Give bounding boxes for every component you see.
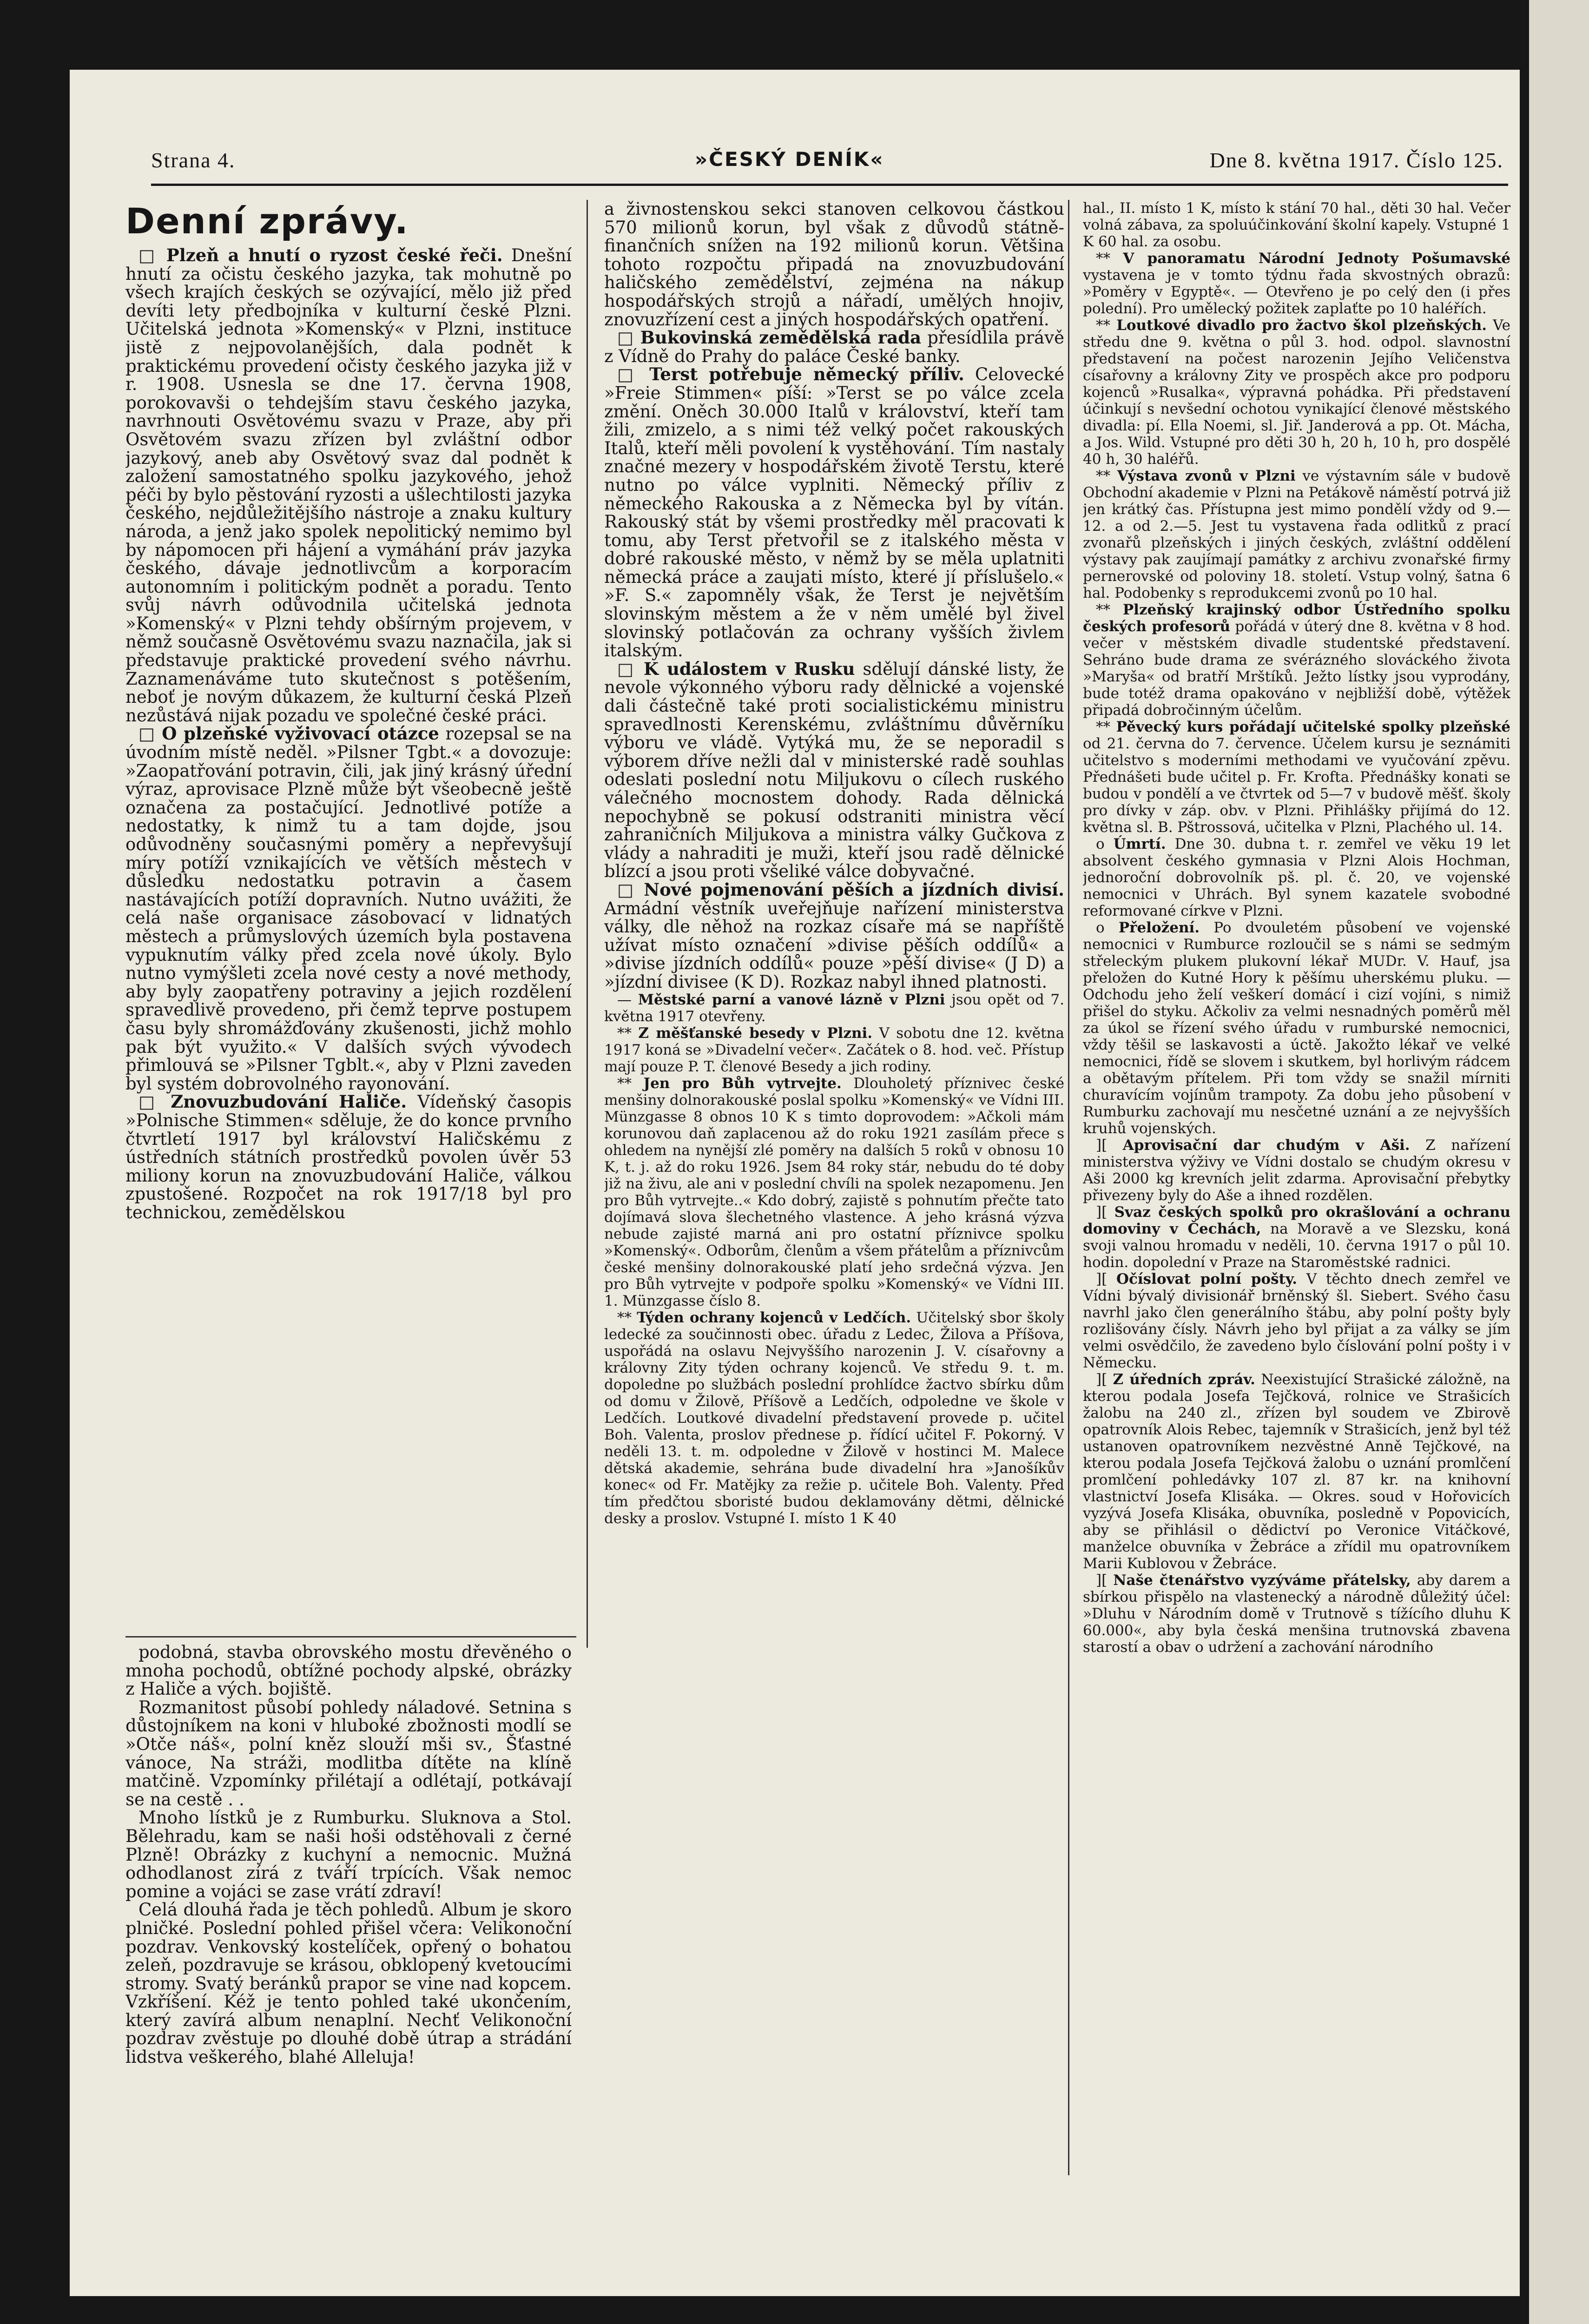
- article-panorama: ** V panoramatu Národní Jednoty Pošumavské vystavena je v tomto týdnu řada skvostných obrazů: »Poměry v Egyptě«. — Otevřeno je po celý den (i přes polední). Pro umělecký požitek zaplaťte po 10 haléřích.: [1083, 250, 1510, 317]
- headline: Pěvecký kurs pořádají učitelské spolky plzeňské: [1116, 719, 1510, 735]
- article-bukovinska-rada: □ Bukovinská zemědělská rada přesídlila právě z Vídně do Prahy do paláce České banky.: [604, 327, 1064, 366]
- column-1-feuilleton: [125, 1643, 572, 2192]
- article-text: rozepsal se na úvodním místě neděl. »Pilsner Tgbt.« a dovozuje: »Zaopatřování potravin, čili, jak jiný krásný úřední výraz, aprovisace Plzně může být všeobecně ještě označena za postačující. Jednotlivé potíže a nedostatky, k nimž tu a tam dojde, jsou odůvodněny současnými poměry a nepřevyšují míry potíží vznikajících ve větších městech v důsledku nedostatku potravin a časem nastávajících potíží dopravních. Nutno uvážiti, že celá naše organisace zásobovací v lidnatých městech a průmyslových územích byla postavena vypuknutím války před zcela nové úkoly. Bylo nutno vymýšleti zcela nové cesty a nové methody, aby byly zaopatřeny potraviny a jejich rozdělení spravedlivě provedeno, při čemž teprve postupem času byly shromážďovány zkušenosti, jichž mohlo pak být využito.« V dalších svých vývodech přimlouvá se »Pilsner Tgblt.«, aby v Plzni zaveden byl systém dobrovolného rayonování.: [125, 724, 572, 1094]
- article-text: Celovecké »Freie Stimmen« píší: »Terst se po válce zcela změní. Oněch 30.000 Italů v království, kteří tam žili, zmizelo, a s nimi též velký počet rakouských Italů, kteří měli povolení k vystěhování. Tím nastaly značné mezery v hospodářském životě Terstu, které nutno po válce vyplniti. Německý příliv z německého Rakouska a z Německa byl by vítán. Rakouský stát by všemi prostředky měl pracovati k tomu, aby Terst přetvořil se z italského města v dobré rakouské město, v němž by se měla uplatniti německá práce a zaujati místo, které jí příslušelo.« »F. S.« zapomněly však, že Terst je největším slovinským městem a že v něm umělé byl živel slovinský potlačován za ochrany vyšších živlem italským.: [604, 364, 1064, 661]
- article-mestanska-beseda: ** Z měšťanské besedy v Plzni. V sobotu dne 12. května 1917 koná se »Divadelní večer«. Začátek o 8. hod. več. Přístup mají pouze P. T. členové Besedy a jich rodiny.: [604, 1024, 1064, 1075]
- article-vyzivovaci-otazka: □ O plzeňské vyživovací otázce rozepsal se na úvodním místě neděl. »Pilsner Tgbt.« a dovozuje: »Zaopatřování potravin, čili, jak jiný krásný úřední výraz, aprovisace Plzně může být všeobecně ještě označena za postačující. Jednotlivé potíže a nedostatky, k nimž tu a tam dojde, jsou odůvodněny současnými poměry a nepřevyšují míry potíží vznikajících ve větších městech v důsledku nedostatku potravin a časem nastávajících potíží dopravních. Nutno uvážiti, že celá naše organisace zásobovací v lidnatých městech a průmyslových územích byla postavena vypuknutím války před zcela nové úkoly. Bylo nutno vymýšleti zcela nové cesty a nové methody, aby byly zaopatřeny potraviny a jejich rozdělení spravedlivě provedeno, při čemž teprve postupem času byly shromážďovány zkušenosti, jichž mohlo pak být využito.« V dalších svých vývodech přimlouvá se »Pilsner Tgblt.«, aby v Plzni zaveden byl systém dobrovolného rayonování.: [125, 723, 572, 1094]
- article-umrti: o Úmrtí. Dne 30. dubna t. r. zemřel ve věku 19 let absolvent českého gymnasia v Plzni Alois Hochman, jednoroční dobrovolník pš. pl. č. 20, ve vojenské nemocnici v Uhrách. Byl synem kazatele svobodné reformované církve v Plzni.: [1083, 836, 1510, 919]
- article-plzen-ryzost: □ Plzeň a hnutí o ryzost české řeči. Dnešní hnutí za očistu českého jazyka, tak mohutně po všech krajích českých se ozývající, mělo již před devíti lety předbojníka v kulturní české Plzni. Učitelská jednota »Komenský« v Plzni, instituce jistě z nejpovolanějších, dala podnět k praktickému provedení očisty českého jazyka již v r. 1908. Usnesla se dne 17. června 1908, porokovavši o tehdejším stavu českého jazyka, navrhnouti Osvětovému svazu v Praze, aby při Osvětovém svazu zřízen byl zvláštní odbor jazykový, aneb aby Osvětový svaz dal podnět k založení samostatného spolku jazykového, jehož péči by bylo pěstování ryzosti a ušlechtilosti jazyka českého, nejdůležitějšího nástroje a znaku kultury národa, a jenž jako spolek nepolitický nemimo byl by nápomocen při hájení a vymáhání práv jazyka českého, dávaje jednotlivcům a korporacím autonomním i politickým podnět a poradu. Tento svůj návrh odůvodnila učitelská jednota »Komenský« v Plzni tehdy obšírným projevem, v němž současně Osvětovému svazu naznačila, jak si představuje praktické provedení svého návrhu. Zaznamenáváme tuto skutečnost s potěšením, neboť je novým důkazem, že kulturní česká Plzeň nezůstává nijak pozadu ve společné české práci.: [125, 245, 572, 726]
- headline: Plzeň a hnutí o ryzost české řeči.: [166, 245, 503, 265]
- article-text: na Moravě a ve Slezsku, koná svoji valnou hromadu v neděli, 10. června 1917 o půl 10. hodin. dopolední v Praze na Staroměstské radnici.: [1083, 1221, 1510, 1271]
- article-text: Ve středu dne 9. května o půl 3. hod. odpol. slavnostní představení na počest narozenin Jejího Veličenstva císařovny a královny Zity ve prospěch akce pro podporu kojenců »Rusalka«, výpravná pohádka. Při představení účinkují s nevšední ochotou vynikající členové městského divadla: pí. Ella Noemi, sl. Jiř. Janderová a pp. Ot. Mácha, a Jos. Wild. Vstupné pro děti 30 h, 20 h, 10 h, pro dospělé 40 h, 30 haléřů.: [1083, 317, 1510, 468]
- article-lazne: — Městské parní a vanové lázně v Plzni jsou opět od 7. května 1917 otevřeny.: [604, 991, 1064, 1025]
- headline: O plzeňské vyživovací otázce: [162, 723, 439, 744]
- article-text: přesídlila právě z Vídně do Prahy do paláce České banky.: [604, 328, 1064, 366]
- section-title: Denní zprávy.: [125, 200, 409, 242]
- headline: Z měšťanské besedy v Plzni.: [638, 1024, 873, 1042]
- article-text: Po dvouletém působení ve vojenské nemocnici v Rumburce rozloučil se s námi se sedmým střeleckým plukem plukovní lékař MUDr. V. Hauf, jsa přeložen do Kutné Hory k pěšímu uherskému pluku. — Odchodu jeho želí veškerí domácí i cizí vojíni, s nimiž přišel do styku. Ačkoliv za velmi nesnadných poměrů měl za úkol se řízení svého úřadu v rumburské nemocnici, vždy těšil se laskavosti a úctě. Jakožto lékař ve velké nemocnici, řídě se slovem i skutkem, byl horlivým rádcem a obětavým přítelem. Při tom vždy se snažil mírniti churavícím vojínům trampoty. Za dobu jeho působení v Rumburku zachovají mu nesčetné uznání a ze nejvyšších kruhů vojenských.: [1083, 919, 1510, 1137]
- article-svaz-okraslovani: ][ Svaz českých spolků pro okrašlování a ochranu domoviny v Čechách, na Moravě a ve Slezsku, koná svoji valnou hromadu v neděli, 10. června 1917 o půl 10. hodin. dopolední v Praze na Staroměstské radnici.: [1083, 1204, 1510, 1271]
- article-text: Dne 30. dubna t. r. zemřel ve věku 19 let absolvent českého gymnasia v Plzni Alois Hochman, jednoroční dobrovolník pš. pl. č. 20, ve vojenské nemocnici v Uhrách. Byl synem kazatele svobodné reformované církve v Plzni.: [1083, 836, 1510, 919]
- article-tyden-kojencu: ** Týden ochrany kojenců v Ledčích. Učitelský sbor školy ledecké za součinnosti obec. úřadu z Ledec, Žilova a Příšova, uspořádá na oslavu Nejvyššího narozenin J. V. císařovny a královny Zity týden ochrany kojenců. Ve středu 9. t. m. dopoledne po službách poslední prohlídce žactvo sbírku dům od domu v Žilově, Příšově a Ledčích, odpoledne ve škole v Ledčích. Loutkové divadelní představení provede p. učitel Boh. Valenta, proslov přednese p. řídící učitel F. Pokorný. V neděli 13. t. m. odpoledne v Žilově v hostinci M. Malece dětská akademie, sehrána bude divadelní hra »Janošíkův konec« od Fr. Matějky za režie p. učitele Boh. Valenty. Před tím předčtou sboristé budou deklamovány dětmi, dělnické desky a proslov. Vstupné I. místo 1 K 40: [604, 1309, 1064, 1527]
- article-jen-pro-buh: ** Jen pro Bůh vytrvejte. Dlouholetý příznivec české menšiny dolnorakouské poslal spolku »Komenský« ve Vídni III. Münzgasse 8 obnos 10 K s timto doprovodem: »Ačkoli mám korunovou daň zaplacenou až do roku 1921 zasílám přece s ohledem na nynější zlé poměry na dalších 5 roků v obnosu 10 K, t. j. až do roku 1926. Jsem 84 roky stár, nebudu do té doby již na živu, ale ani v poslední chvíli na spolek nezapomenu. Jen pro Bůh vytrvejte..« Kdo dobrý, zajistě s pohnutím přečte tato dojímavá slova šlechetného vlastence. A jeho krásná výzva nebude zajisté marná ani pro ostatní příznivce spolku »Komenský«. Odborům, členům a všem přátelům a příznivcům české menšiny dolnorakouské platí jeho srdečná výzva. Jen pro Bůh vytrvejte v podpoře spolku »Komenský« ve Vídni III. 1. Münzgasse číslo 8.: [604, 1075, 1064, 1309]
- article-terst: □ Terst potřebuje německý příliv. Celovecké »Freie Stimmen« píší: »Terst se po válce zcela změní. Oněch 30.000 Italů v království, kteří tam žili, zmizelo, a s nimi též velký počet rakouských Italů, kteří měli povolení k vystěhování. Tím nastaly značné mezery v hospodářském životě Terstu, které nutno po válce vyplniti. Německý příliv z německého Rakouska a z Německa byl by vítán. Rakouský stát by všemi prostředky měl pracovati k tomu, aby Terst přetvořil se z italského města v dobré rakouské město, v němž by se měla uplatniti německá práce a zaujati místo, které jí příslušelo.« »F. S.« zapomněly však, že Terst je největším slovinským městem a že v něm umělé byl živel slovinský potlačován za ochrany vyšších živlem italským.: [604, 364, 1064, 661]
- article-text: Z nařízení ministerstva výživy ve Vídni dostalo se chudým okresu v Aši 2000 kg krevních jelit zdarma. Aprovisační přebytky přivezeny byly do Aše a ihned rozdělen.: [1083, 1137, 1510, 1204]
- headline: Znovuzbudování Haliče.: [171, 1091, 407, 1112]
- page-number: Strana 4.: [151, 148, 236, 172]
- article-uredni-zpravy: ][ Z úředních zpráv. Neexistující Strašické záložně, na kterou podala Josefa Tejčková, rolnice ve Strašicích žalobu na 240 zl., zřízen byl soudem ve Zbirově opatrovník Alois Rebec, tajemník v Strašicích, jenž byl též ustanoven opatrovníkem nezvěstné Anně Tejčkové, na kterou podala Josefa Tejčková žalobu o uznání promlčení promlčení pohledávky 107 zl. 87 kr. na knihovní vlastnictví Josefa Klisáka. — Okres. soud v Hořovicích vyzývá Josefa Klisáka, obuvníka, posledně v Popovicích, aby se přihlásil o dědictví po Veronice Vitáčkové, manželce obuvníka v Žebráce a zřídil mu opatrovníkem Marii Kublovou v Žebráce.: [1083, 1371, 1510, 1572]
- article-vystava-zvonu: ** Výstava zvonů v Plzni ve výstavním sále v budově Obchodní akademie v Plzni na Petákově náměstí potrvá již jen krátký čas. Přístupna jest mimo pondělí vždy od 9.—12. a od 2.—5. Jest tu vystavena řada odlitků z prací zvonařů plzeňských i jiných českých, zvláštní oddělení výstavy pak zaujímají památky z archivu zvonařské firmy pernerovské od poloviny 18. století. Vstup volný, šatna 6 hal. Podobenky s reprodukcemi zvonů po 10 hal.: [1083, 468, 1510, 601]
- paragraph: Celá dlouhá řada je těch pohledů. Album je skoro plničké. Poslední pohled přišel včera: Velikonoční pozdrav. Venkovský kostelíček, opřený o bohatou zeleň, pozdravuje se krásou, obklopený kvetoucími stromy. Svatý beránků prapor se vine nad kopcem. Vzkříšení. Kéž je tento pohled také ukončením, který zavírá album nenaplní. Nechť Velikonoční pozdrav zvěstuje po dlouhé době útrap a strádání lidstva veškerého, blahé Alleluja!: [125, 1900, 572, 2067]
- paragraph: a živnostenskou sekci stanoven celkovou částkou 570 milionů korun, byl však z důvodů státně-finančních snížen na 192 milionů korun. Většina tohoto rozpočtu připadá na znovuzbudování haličského zemědělství, zejména na nákup hospodářských strojů a nářadí, umělých hnojiv, znovuzřízení cest a jiných hospodářských opatření.: [604, 200, 1064, 330]
- article-divise: □ Nové pojmenování pěších a jízdních divisí. Armádní věstník uveřejňuje nařízení ministerstva války, dle něhož na rozkaz císaře má se napříště užívat místo označení »divise pěších oddílů« a »divise jízdních oddílů« pouze »pěší divise« (J D) a »jízdní divisee (K D). Rozkaz nabyl ihned platnosti.: [604, 879, 1064, 992]
- issue-date: Dne 8. května 1917. Číslo 125.: [1209, 148, 1503, 172]
- article-text: vystavena je v tomto týdnu řada skvostných obrazů: »Poměry v Egyptě«. — Otevřeno je po celý den (i přes polední). Pro umělecký požitek zaplaťte po 10 haléřích.: [1083, 267, 1510, 317]
- headline: Z úředních zpráv.: [1113, 1371, 1255, 1388]
- article-text: jsou opět od 7. května 1917 otevřeny.: [604, 991, 1064, 1025]
- article-znovuzbudovani-halice: □ Znovuzbudování Haliče. Vídeňský časopis »Polnische Stimmen« sděluje, že do konce prvního čtvrtletí 1917 byl království Haličskému z ústředních státních prostředků povolen úvěr 53 miliony korun na znovuzbudování Haliče, válkou zpustošené. Rozpočet na rok 1917/18 byl pro technickou, zemědělskou: [125, 1091, 572, 1222]
- column-rule-1: [587, 200, 588, 1648]
- headline: Bukovinská zemědělská rada: [640, 327, 922, 348]
- article-cislovani-posty: ][ Očíslovat polní pošty. V těchto dnech zemřel ve Vídni bývalý divisionář brněnský šl. Siebert. Svého času navrhl jako člen generálního štábu, aby polní pošty byly rozlišovány čísly. Návrh jeho byl přijat a za války se jím velmi osvědčilo, že zavedeno bylo číslování polní pošty i v Německu.: [1083, 1271, 1510, 1371]
- masthead: »ČESKÝ DENÍK«: [695, 148, 884, 171]
- article-text: Dnešní hnutí za očistu českého jazyka, tak mohutně po všech krajích českých se ozývající, mělo již před devíti lety předbojníka v kulturní české Plzni. Učitelská jednota »Komenský« v Plzni, instituce jistě z nejpovolanějších, dala podnět k praktickému provedení očisty českého jazyka již v r. 1908. Usnesla se dne 17. června 1908, porokovavši o tehdejším stavu českého jazyka, navrhnouti Osvětovému svazu v Praze, aby při Osvětovém svazu zřízen byl zvláštní odbor jazykový, aneb aby Osvětový svaz dal podnět k založení samostatného spolku jazykového, jehož péči by bylo pěstování ryzosti a ušlechtilosti jazyka českého, nejdůležitějšího nástroje a znaku kultury národa, a jenž jako spolek nepolitický nemimo byl by nápomocen při hájení a vymáhání práv jazyka českého, dávaje jednotlivcům a korporacím autonomním i politickým podnět a poradu. Tento svůj návrh odůvodnila učitelská jednota »Komenský« v Plzni tehdy obšírným projevem, v němž současně Osvětovému svazu naznačila, jak si představuje praktické provedení svého návrhu. Zaznamenáváme tuto skutečnost s potěšením, neboť je novým důkazem, že kulturní česká Plzeň nezůstává nijak pozadu ve společné české práci.: [125, 245, 572, 726]
- article-ctenarstvo: ][ Naše čtenářstvo vyzýváme přátelsky, aby darem a sbírkou přispělo na vlastenecký a národně důležitý účel: »Dluhu v Národním domě v Trutnově s tížícího dluhu K 60.000«, aby byla česká menšina trutnovská zbavena starostí a obav o udržení a zachování národního: [1083, 1572, 1510, 1656]
- headline: Očíslovat polní pošty.: [1116, 1271, 1298, 1287]
- headline: Aprovisační dar chudým v Aši.: [1122, 1137, 1410, 1154]
- headline: Výstava zvonů v Plzni: [1117, 468, 1296, 484]
- column-rule-2: [1068, 200, 1069, 2175]
- article-text: ve výstavním sále v budově Obchodní akademie v Plzni na Petákově náměstí potrvá již jen krátký čas. Přístupna jest mimo pondělí vždy od 9.—12. a od 2.—5. Jest tu vystavena řada odlitků z prací zvonařů plzeňských i jiných českých, zvláštní oddělení výstavy pak zaujímají památky z archivu zvonařské firmy pernerovské od poloviny 18. století. Vstup volný, šatna 6 hal. Podobenky s reprodukcemi zvonů po 10 hal.: [1083, 468, 1510, 601]
- headline: K událostem v Rusku: [643, 658, 855, 679]
- header-rule: [151, 184, 1508, 186]
- headline: Týden ochrany kojenců v Ledčích.: [637, 1309, 911, 1326]
- article-text: Dlouholetý příznivec české menšiny dolnorakouské poslal spolku »Komenský« ve Vídni III. Münzgasse 8 obnos 10 K s timto doprovodem: »Ačkoli mám korunovou daň zaplacenou až do roku 1921 zasílám přece s ohledem na nynější zlé poměry na dalších 5 roků v obnosu 10 K, t. j. až do roku 1926. Jsem 84 roky stár, nebudu do té doby již na živu, ale ani v poslední chvíli na spolek nezapomenu. Jen pro Bůh vytrvejte..« Kdo dobrý, zajistě s pohnutím přečte tato dojímavá slova šlechetného vlastence. A jeho krásná výzva nebude zajisté marná ani pro ostatní příznivce spolku »Komenský«. Odborům, členům a všem přátelům a příznivcům české menšiny dolnorakouské platí jeho srdečná výzva. Jen pro Bůh vytrvejte v podpoře spolku »Komenský« ve Vídni III. 1. Münzgasse číslo 8.: [604, 1075, 1064, 1309]
- paragraph: Mnoho lístků je z Rumburku. Sluknova a Stol. Bělehradu, kam se naši hoši odstěhovali z černé Plzně! Obrázky z kuchyní a nemocnic. Mužná odhodlanost zírá z tváří trpících. Však nemoc pomine a vojáci se zase vrátí zdraví!: [125, 1808, 572, 1901]
- headline: Přeložení.: [1118, 919, 1200, 936]
- paragraph: podobná, stavba obrovského mostu dřevěného o mnoha pochodů, obtížné pochody alpské, obrázky z Haliče a vých. bojiště.: [125, 1643, 572, 1699]
- headline: Nové pojmenování pěších a jízdních divisí.: [644, 879, 1064, 900]
- headline: V panoramatu Národní Jednoty Pošumavské: [1123, 250, 1510, 267]
- article-prelozeni: o Přeložení. Po dvouletém působení ve vojenské nemocnici v Rumburce rozloučil se s námi se sedmým střeleckým plukem plukovní lékař MUDr. V. Hauf, jsa přeložen do Kutné Hory k pěšímu uherskému pluku. — Odchodu jeho želí veškerí domácí i cizí vojíni, s nimiž přišel do styku. Ačkoliv za velmi nesnadných poměrů měl za úkol se řízení svého úřadu v rumburské nemocnici, vždy těšil se laskavosti a úctě. Jakožto lékař ve velké nemocnici, řídě se slovem i skutkem, byl horlivým rádcem a obětavým přítelem. Při tom vždy se snažil mírniti churavícím vojínům trampoty. Za dobu jeho působení v Rumburku zachovají mu nesčetné uznání a ze nejvyšších kruhů vojenských.: [1083, 919, 1510, 1137]
- facing-page-edge: [1529, 0, 1589, 2324]
- column-3: [1083, 200, 1510, 2171]
- article-pevecky-kurs: ** Pěvecký kurs pořádají učitelské spolky plzeňské od 21. června do 7. července. Účelem kursu je seznámiti učitelstvo s moderními methodami ve vyučování zpěvu. Přednášeti bude učitel p. Fr. Krofta. Přednášky konati se budou v pondělí a ve čtvrtek od 5—7 v budově měšť. školy pro dívky v záp. obv. v Plzni. Přihlášky přijímá do 12. května sl. B. Pštrossová, učitelka v Plzni, Plachého ul. 14.: [1083, 719, 1510, 836]
- headline: Jen pro Bůh vytrvejte.: [643, 1075, 842, 1092]
- article-text: sdělují dánské listy, že nevole výkonného výboru rady dělnické a vojenské dali částečně také proti socialistickému ministru spravedlnosti Kerenskému, zvláštnímu důvěrníku výboru ve vládě. Vytýká mu, že se neporadil s výborem dříve nežli dal v ministerské radě souhlas odeslati poslední notu Miljukovu o cílech ruského válečného mocnostem dohody. Rada dělnická nepochybně se pokusí odstraniti ministra věcí zahraničních Miljukova a ministra války Gučkova z vlády a nahraditi je muži, kteří jsou radě dělnické blízcí a jsou proti všeliké válce dobyvačné.: [604, 659, 1064, 882]
- headline: Úmrtí.: [1113, 836, 1166, 852]
- article-text: V těchto dnech zemřel ve Vídni bývalý divisionář brněnský šl. Siebert. Svého času navrhl jako člen generálního štábu, aby polní pošty byly rozlišovány čísly. Návrh jeho byl přijat a za války se jím velmi osvědčilo, že zavedeno bylo číslování polní pošty i v Německu.: [1083, 1271, 1510, 1371]
- article-text: od 21. června do 7. července. Účelem kursu je seznámiti učitelstvo s moderními methodami ve vyučování zpěvu. Přednášeti bude učitel p. Fr. Krofta. Přednášky konati se budou v pondělí a ve čtvrtek od 5—7 v budově měšť. školy pro dívky v záp. obv. v Plzni. Přihlášky přijímá do 12. května sl. B. Pštrossová, učitelka v Plzni, Plachého ul. 14.: [1083, 735, 1510, 836]
- article-text: Armádní věstník uveřejňuje nařízení ministerstva války, dle něhož na rozkaz císaře má se napříště užívat místo označení »divise pěších oddílů« a »divise jízdních oddílů« pouze »pěší divise« (J D) a »jízdní divisee (K D). Rozkaz nabyl ihned platnosti.: [604, 898, 1064, 992]
- column-1-separator: [125, 1636, 576, 1637]
- article-text: V sobotu dne 12. května 1917 koná se »Divadelní večer«. Začátek o 8. hod. več. Přístup mají pouze P. T. členové Besedy a jich rodiny.: [604, 1024, 1064, 1075]
- headline: Plzeňský krajinský odbor Ústředního spolku českých profesorů: [1083, 601, 1510, 635]
- paragraph: Rozmanitost působí pohledy náladové. Setnina s důstojníkem na koni v hluboké zbožnosti modlí se »Otče náš«, polní kněz slouží mši sv., Šťastné vánoce, Na stráži, modlitba dítěte na klíně matčině. Vzpomínky přilétají a odlétají, potkávají se na cestě . .: [125, 1697, 572, 1809]
- article-text: pořádá v úterý dne 8. května v 8 hod. večer v městském divadle studentské představení. Sehráno bude drama ze svérázného slováckého života »Maryša« od bratří Mrštíků. Ježto lístky jsou vyprodány, bude totéž drama opakováno v nejbližší době, výtěžek připadá dobročinným účelům.: [1083, 618, 1510, 719]
- article-text: Učitelský sbor školy ledecké za součinnosti obec. úřadu z Ledec, Žilova a Příšova, uspořádá na oslavu Nejvyššího narozenin J. V. císařovny a královny Zity týden ochrany kojenců. Ve středu 9. t. m. dopoledne po službách poslední prohlídce žactvo sbírku dům od domu v Žilově, Příšově a Ledčích, odpoledne ve škole v Ledčích. Loutkové divadelní představení provede p. učitel Boh. Valenta, proslov přednese p. řídící učitel F. Pokorný. V neděli 13. t. m. odpoledne v Žilově v hostinci M. Malece dětská akademie, sehrána bude divadelní hra »Janošíkův konec« od Fr. Matějky za režie p. učitele Boh. Valenty. Před tím předčtou sboristé budou deklamovány dětmi, dělnické desky a proslov. Vstupné I. místo 1 K 40: [604, 1309, 1064, 1527]
- article-krajinsky-odbor: ** Plzeňský krajinský odbor Ústředního spolku českých profesorů pořádá v úterý dne 8. května v 8 hod. večer v městském divadle studentské představení. Sehráno bude drama ze svérázného slováckého života »Maryša« od bratří Mrštíků. Ježto lístky jsou vyprodány, bude totéž drama opakováno v nejbližší době, výtěžek připadá dobročinným účelům.: [1083, 601, 1510, 719]
- article-text: Vídeňský časopis »Polnische Stimmen« sděluje, že do konce prvního čtvrtletí 1917 byl království Haličskému z ústředních státních prostředků povolen úvěr 53 miliony korun na znovuzbudování Haliče, válkou zpustošené. Rozpočet na rok 1917/18 byl pro technickou, zemědělskou: [125, 1092, 572, 1222]
- headline: Loutkové divadlo pro žactvo škol plzeňských.: [1116, 317, 1487, 334]
- article-loutkove-divadlo: ** Loutkové divadlo pro žactvo škol plzeňských. Ve středu dne 9. května o půl 3. hod. odpol. slavnostní představení na počest narozenin Jejího Veličenstva císařovny a královny Zity ve prospěch akce pro podporu kojenců »Rusalka«, výpravná pohádka. Při představení účinkují s nevšední ochotou vynikající členové městského divadla: pí. Ella Noemi, sl. Jiř. Janderová a pp. Ot. Mácha, a Jos. Wild. Vstupné pro děti 30 h, 20 h, 10 h, pro dospělé 40 h, 30 haléřů.: [1083, 317, 1510, 468]
- article-rusko: □ K událostem v Rusku sdělují dánské listy, že nevole výkonného výboru rady dělnické a vojenské dali částečně také proti socialistickému ministru spravedlnosti Kerenskému, zvláštnímu důvěrníku výboru ve vládě. Vytýká mu, že se neporadil s výborem dříve nežli dal v ministerské radě souhlas odeslati poslední notu Miljukovu o cílech ruského válečného mocnostem dohody. Rada dělnická nepochybně se pokusí odstraniti ministra věcí zahraničních Miljukova a ministra války Gučkova z vlády a nahraditi je muži, kteří jsou radě dělnické blízcí a jsou proti všeliké válce dobyvačné.: [604, 658, 1064, 882]
- paragraph: hal., II. místo 1 K, místo k stání 70 hal., děti 30 hal. Večer volná zábava, za spoluúčinkování školní kapely. Vstupné 1 K 60 hal. za osobu.: [1083, 200, 1510, 250]
- article-text: aby darem a sbírkou přispělo na vlastenecký a národně důležitý účel: »Dluhu v Národním domě v Trutnově s tížícího dluhu K 60.000«, aby byla česká menšina trutnovská zbavena starostí a obav o udržení a zachování národního: [1083, 1572, 1510, 1656]
- headline: Svaz českých spolků pro okrašlování a ochranu domoviny v Čechách,: [1083, 1204, 1510, 1237]
- article-aprovisacni-dar: ][ Aprovisační dar chudým v Aši. Z nařízení ministerstva výživy ve Vídni dostalo se chudým okresu v Aši 2000 kg krevních jelit zdarma. Aprovisační přebytky přivezeny byly do Aše a ihned rozdělen.: [1083, 1137, 1510, 1204]
- headline: Naše čtenářstvo vyzýváme přátelsky,: [1113, 1572, 1411, 1589]
- page-header: [86, 148, 1503, 185]
- article-text: Neexistující Strašické záložně, na kterou podala Josefa Tejčková, rolnice ve Strašicích žalobu na 240 zl., zřízen byl soudem ve Zbirově opatrovník Alois Rebec, tajemník v Strašicích, jenž byl též ustanoven opatrovníkem nezvěstné Anně Tejčkové, na kterou podala Josefa Tejčková žalobu o uznání promlčení promlčení pohledávky 107 zl. 87 kr. na knihovní vlastnictví Josefa Klisáka. — Okres. soud v Hořovicích vyzývá Josefa Klisáka, obuvníka, posledně v Popovicích, aby se přihlásil o dědictví po Veronice Vitáčkové, manželce obuvníka v Žebráce a zřídil mu opatrovníkem Marii Kublovou v Žebráce.: [1083, 1371, 1510, 1572]
- headline: Terst potřebuje německý příliv.: [649, 364, 964, 385]
- column-2: [604, 200, 1064, 2171]
- headline: Městské parní a vanové lázně v Plzni: [638, 991, 945, 1008]
